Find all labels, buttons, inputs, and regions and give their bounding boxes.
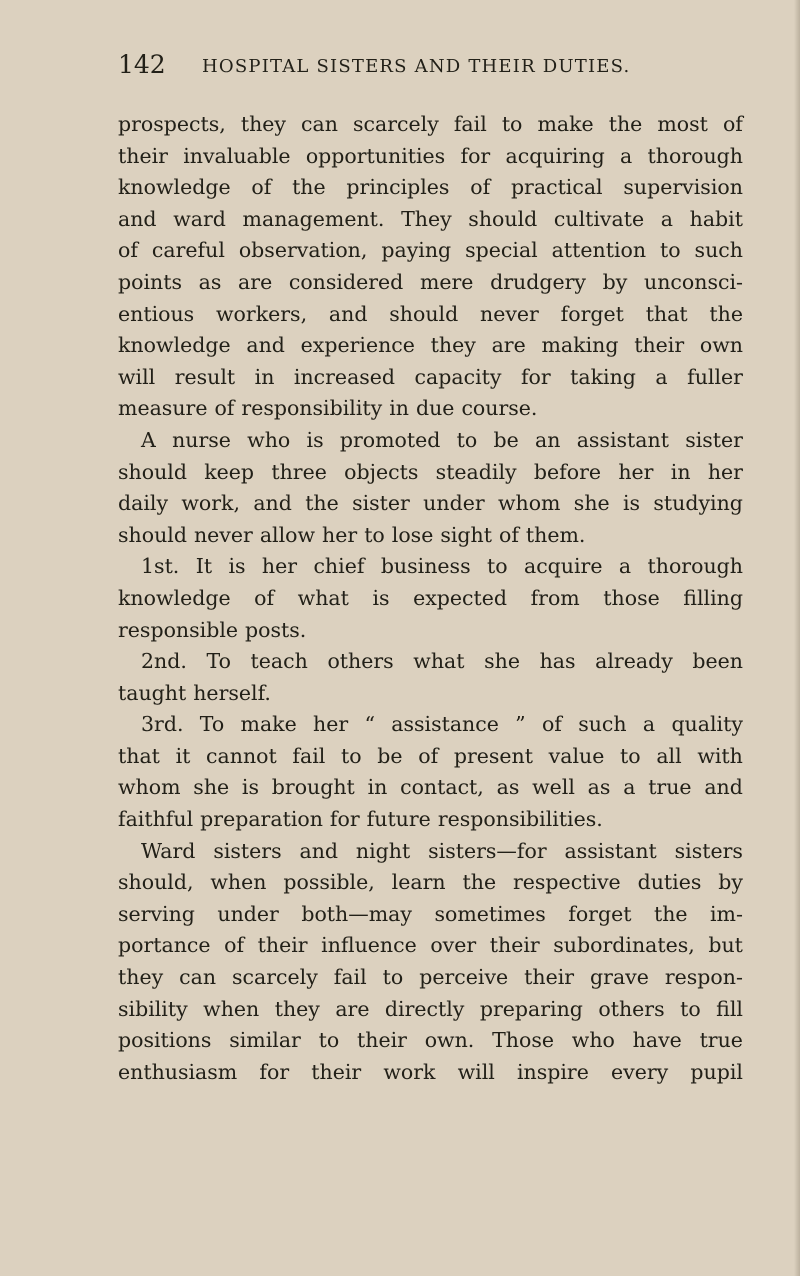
running-head [118,50,740,80]
page-edge-shadow [794,0,800,1276]
text-line: 3rd. To make her “ assistance ” of such a quality [141,712,743,737]
text-line: knowledge of what is expected from those filling [118,585,743,610]
text-line: daily work, and the sister under whom she is studying [118,491,743,516]
text-line: taught herself. [118,680,271,705]
text-line: and ward management. They should cultivate a habit [118,206,743,231]
text-line: serving under both—may sometimes forget the im- [118,901,743,926]
text-line: whom she is brought in contact, as well as a true and [118,775,743,800]
text-line: their invaluable opportunities for acquiring a thorough [118,143,743,168]
text-line: points as are considered mere drudgery by unconsci- [118,269,743,294]
text-line: responsible posts. [118,617,307,642]
text-line: Ward sisters and night sisters—for assistant sisters [141,838,743,863]
text-line: should, when possible, learn the respective duties by [118,870,743,895]
text-line: A nurse who is promoted to be an assistant sister [141,427,743,452]
text-line: that it cannot fail to be of present value to all with [118,743,743,768]
text-line: faithful preparation for future responsibilities. [118,807,603,832]
text-line: entious workers, and should never forget that the [118,301,743,326]
text-line: will result in increased capacity for taking a fuller [118,364,743,389]
text-line: positions similar to their own. Those who have true [118,1028,743,1053]
text-line: knowledge of the principles of practical supervision [118,175,743,200]
text-line: portance of their influence over their subordinates, but [118,933,743,958]
text-line: sibility when they are directly preparing others to fill [118,996,743,1021]
text-line: they can scarcely fail to perceive their grave respon- [118,965,743,990]
text-line: measure of responsibility in due course. [118,396,538,421]
text-line: of careful observation, paying special attention to such [118,238,743,263]
text-line: should never allow her to lose sight of them. [118,522,586,547]
running-title: HOSPITAL SISTERS AND THEIR DUTIES. [202,56,631,77]
body-text [118,109,743,1088]
text-line: prospects, they can scarcely fail to make the most of [118,112,743,136]
page-number: 142 [118,50,166,79]
text-line: knowledge and experience they are making their own [118,333,743,358]
text-line: 2nd. To teach others what she has already been [141,649,743,674]
text-line: enthusiasm for their work will inspire every pupil [118,1059,743,1084]
text-line: should keep three objects steadily before her in her [118,459,743,484]
text-line: 1st. It is her chief business to acquire a thorough [141,554,743,579]
